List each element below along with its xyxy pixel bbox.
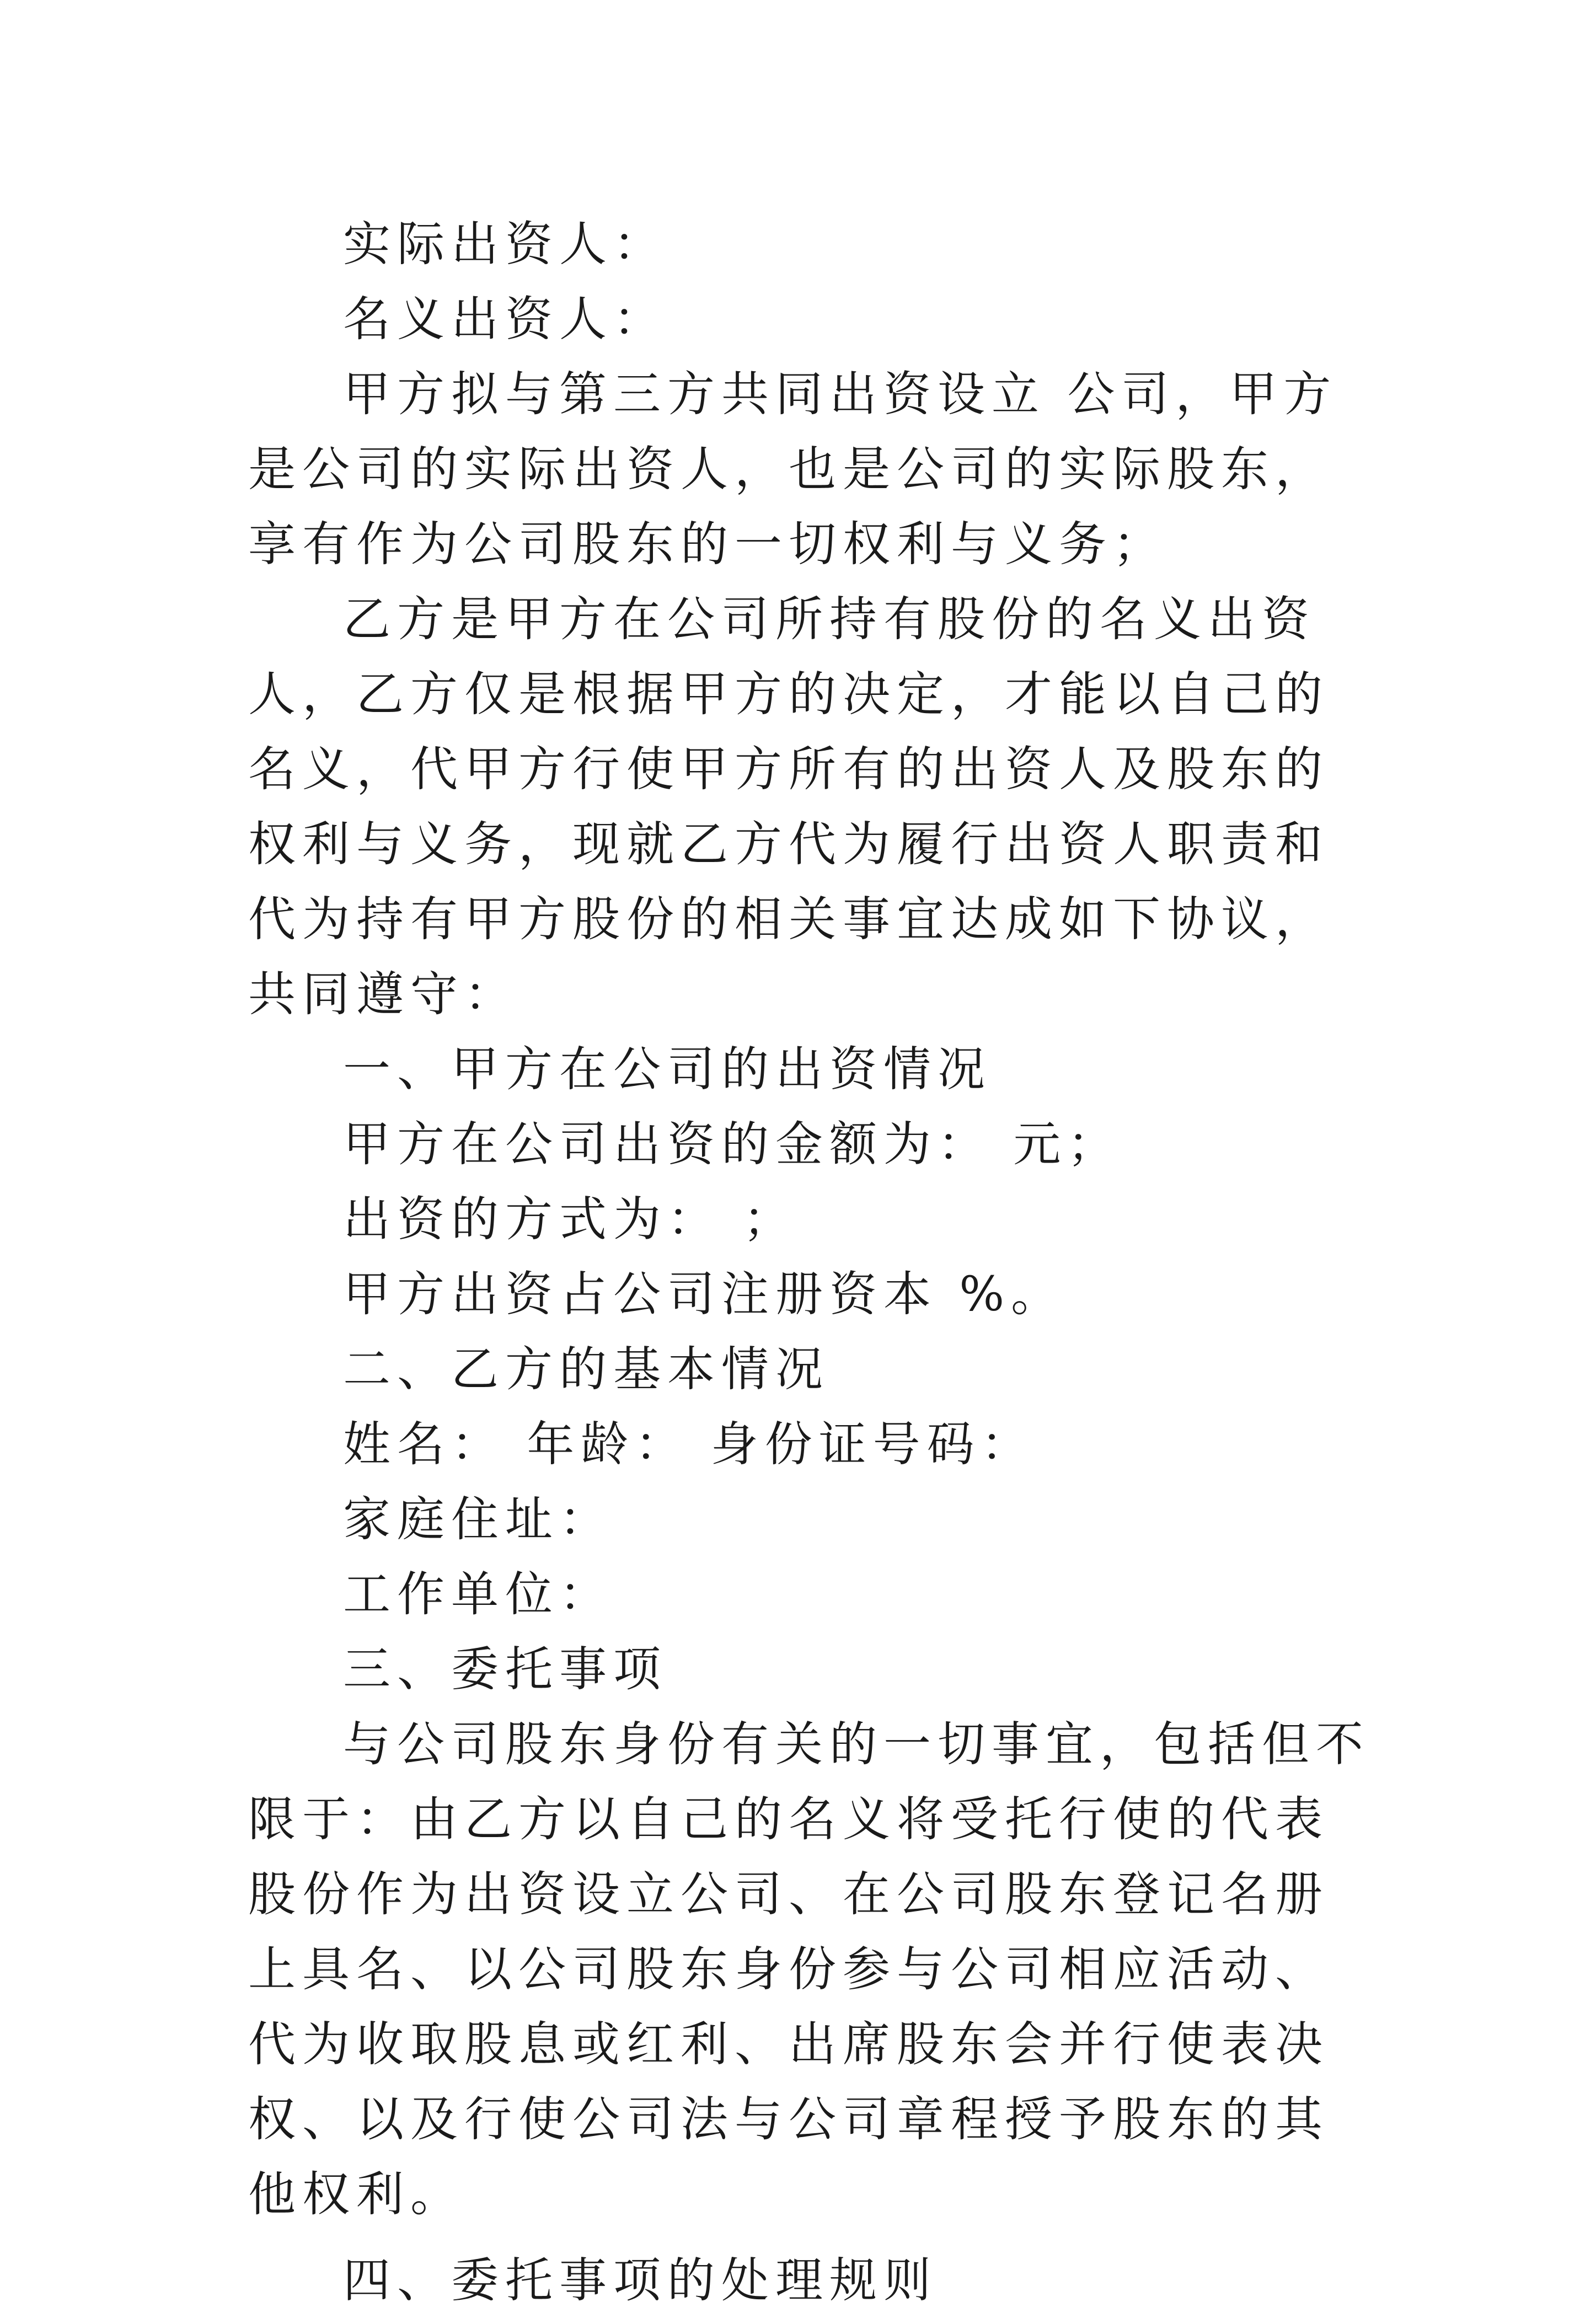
investment-amount-line: 甲方在公司出资的金额为： 元； [343, 1117, 1122, 1172]
nominal-investor-line: 名义出资人： [343, 292, 667, 347]
section-heading-4: 四、委托事项的处理规则 [343, 2253, 938, 2308]
section-heading-1: 一、甲方在公司的出资情况 [343, 1042, 992, 1097]
name-age-id-line: 姓名： 年龄： 身份证号码： [343, 1417, 1035, 1472]
work-unit-line: 工作单位： [343, 1567, 613, 1622]
recital-paragraph-1: 甲方拟与第三方共同出资设立 公司，甲方是公司的实际出资人，也是公司的实际股东，享有作为公司股东的一切权利与义务； [248, 367, 1338, 572]
investment-method-line: 出资的方式为： ； [343, 1192, 797, 1247]
investment-share-line: 甲方出资占公司注册资本 %。 [343, 1267, 1065, 1322]
actual-investor-line: 实际出资人： [343, 217, 667, 272]
section-heading-3: 三、委托事项 [343, 1642, 667, 1697]
entrusted-matters-paragraph: 与公司股东身份有关的一切事宜，包括但不限于：由乙方以自己的名义将受托行使的代表股份作为出资设立公司、在公司股东登记名册上具名、以公司股东身份参与公司相应活动、代为收取股息或红利、出席股东会并行使表决权、以及行使公司法与公司章程授予股东的其他权利。 [248, 1717, 1370, 2222]
section-heading-2: 二、乙方的基本情况 [343, 1342, 829, 1397]
document-body [248, 207, 1373, 2318]
home-address-line: 家庭住址： [343, 1492, 613, 1547]
recital-paragraph-2: 乙方是甲方在公司所持有股份的名义出资人，乙方仅是根据甲方的决定，才能以自己的名义，代甲方行使甲方所有的出资人及股东的权利与义务，现就乙方代为履行出资人职责和代为持有甲方股份的相关事宜达成如下协议，共同遵守： [248, 592, 1329, 1022]
